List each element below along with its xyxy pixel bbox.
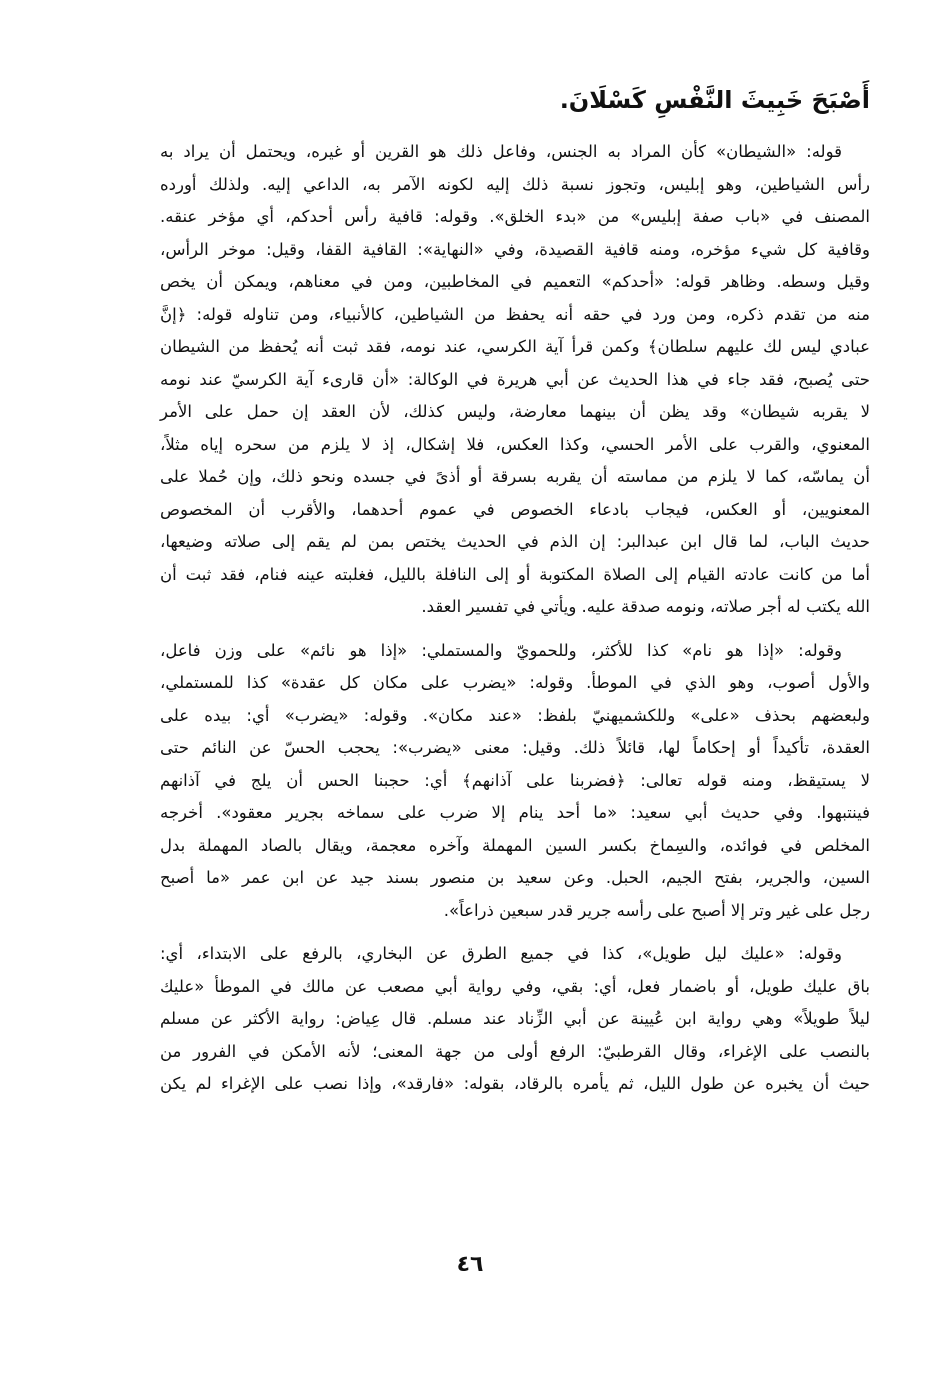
text-line: المصنف في «باب صفة إبليس» من «بدء الخلق». وقوله: قافية رأس أحدكم، أي مؤخر عنقه. xyxy=(160,207,870,226)
text-line: ولبعضهم بحذف «على» وللكشميهنيّ بلفظ: «عند مكان». وقوله: «يضرب» أي: بيده على xyxy=(160,705,870,725)
text-line: وقافية كل شيء مؤخره، ومنه قافية القصيدة، وفي «النهاية»: القافية القفا، وقيل: موخر الرأس، xyxy=(160,239,870,259)
page-number: ٤٦ xyxy=(456,1252,484,1277)
body-text xyxy=(160,136,870,1101)
text-line: حيث أن يخبره عن طول الليل، ثم يأمره بالرقاد، بقوله: «فارقد»، وإذا نصب على الإغراء لم يكن xyxy=(160,1074,870,1093)
paragraph xyxy=(160,136,870,624)
text-line: لا يقربه شيطان» وقد يظن أن بينهما معارضة، وليس كذلك، لأن العقد إن حمل على الأمر xyxy=(160,402,870,421)
text-line: المخلص في فوائده، والسِماخ بكسر السين المهملة وآخره معجمة، ويقال بالصاد المهملة بدل xyxy=(160,835,870,855)
book-page xyxy=(160,78,870,1112)
text-line: ليلاً طويلاً» وهي رواية ابن عُيينة عن أبي الزِّناد عند مسلم. قال عِياض: رواية الأكثر عن مسلم xyxy=(160,1009,870,1028)
text-line: قوله: «الشيطان» كأن المراد به الجنس، وفاعل ذلك هو القرين أو غيره، ويحتمل أن يراد به xyxy=(160,142,842,161)
text-line: رأس الشياطين، وهو إبليس، وتجوز نسبة ذلك إليه لكونه الآمر به، الداعي إليه. ولذلك أورده xyxy=(160,174,870,194)
text-line: السين، والجرير، بفتح الجيم، الحبل. وعن سعيد بن منصور بسند جيد عن ابن عمر «ما أصبح xyxy=(160,868,870,887)
text-line: عبادي ليس لك عليهم سلطان﴾ وكمن قرأ آية الكرسي، عند نومه، فقد ثبت أنه يُحفظ من الشيطان xyxy=(160,337,870,356)
text-line: الله يكتب له أجر صلاته، ونومه صدقة عليه. ويأتي في تفسير العقد. xyxy=(421,597,870,616)
text-line: وقوله: «عليك ليل طويل»، كذا في جميع الطرق عن البخاري، بالرفع على الابتداء، أي: xyxy=(160,944,842,963)
text-line: والأول أصوب، وهو الذي في الموطأ. وقوله: «يضرب على مكان كل عقدة» كذا للمستملي، xyxy=(160,673,870,692)
text-line: أما من كانت عادته القيام إلى الصلاة المكتوبة أو إلى النافلة بالليل، فغلبته عينه فنام، فقد ثبت أن xyxy=(160,564,870,584)
text-line: بالنصب على الإغراء، وقال القرطبيّ: الرفع أولى من جهة المعنى؛ لأنه الأمكن في الفرور من xyxy=(160,1041,870,1061)
text-line: باق عليك طويل، أو باضمار فعل، أي: بقي، وفي رواية أبي مصعب عن مالك في الموطأ «عليك xyxy=(160,976,870,996)
text-line: فينتبهوا. وفي حديث أبي سعيد: «ما أحد ينام إلا ضرب على سماخه بجرير معقود». أخرجه xyxy=(160,803,870,822)
text-line: وقوله: «إذا هو نام» كذا للأكثر، وللحمويّ والمستملي: «إذا هو نائم» على وزن فاعل، xyxy=(160,640,842,660)
text-line: لا يستيقظ، ومنه قوله تعالى: ﴿فضربنا على آذانهم﴾ أي: حجبنا الحس أن يلج في آذانهم xyxy=(160,770,870,790)
text-line: المعنوي، والقرب على الأمر الحسي، وكذا العكس، فلا إشكال، إذ لا يلزم من سحره إياه مثلاً، xyxy=(160,434,870,454)
text-line: وقيل وسطه. وظاهر قوله: «أحدكم» التعميم في المخاطبين، ومن في معناهم، ويمكن أن يخص xyxy=(160,272,870,291)
verse-heading: أَصْبَحَ خَبِيثَ النَّفْسِ كَسْلَانَ. xyxy=(559,86,870,114)
text-line: المعنويين، أو العكس، فيجاب بادعاء الخصوص في عموم أحدهما، والأقرب أن المخصوص xyxy=(160,499,870,519)
paragraph xyxy=(160,938,870,1101)
text-line: منه من تقدم ذكره، ومن ورد في حقه أنه يحفظ من الشياطين، كالأنبياء، ومن تناوله قوله: ﴿إنَّ xyxy=(160,304,870,324)
text-line: حتى يُصبح، فقد جاء في هذا الحديث عن أبي هريرة في الوكالة: «أن قارىء آية الكرسيّ عند نومه xyxy=(160,369,870,389)
text-line: العقدة، تأكيداً أو إحكاماً لها، قائلاً ذلك. وقيل: معنى «يضرب»: يحجب الحسّ عن النائم حتى xyxy=(160,738,870,757)
paragraph xyxy=(160,635,870,928)
text-line: أن يماسّه، كما لا يلزم من مماسته أن يقربه بسرقة أو أذىً في جسده ونحو ذلك، وإن حُملا على xyxy=(160,467,870,486)
text-line: حديث الباب، لما قال ابن عبدالبر: إن الذم في الحديث يختص بمن لم يقم إلى صلاته وضيعها، xyxy=(160,532,870,551)
text-line: رجل على غير وتر إلا أصبح على رأسه جرير قدر سبعين ذراعاً». xyxy=(443,900,870,920)
